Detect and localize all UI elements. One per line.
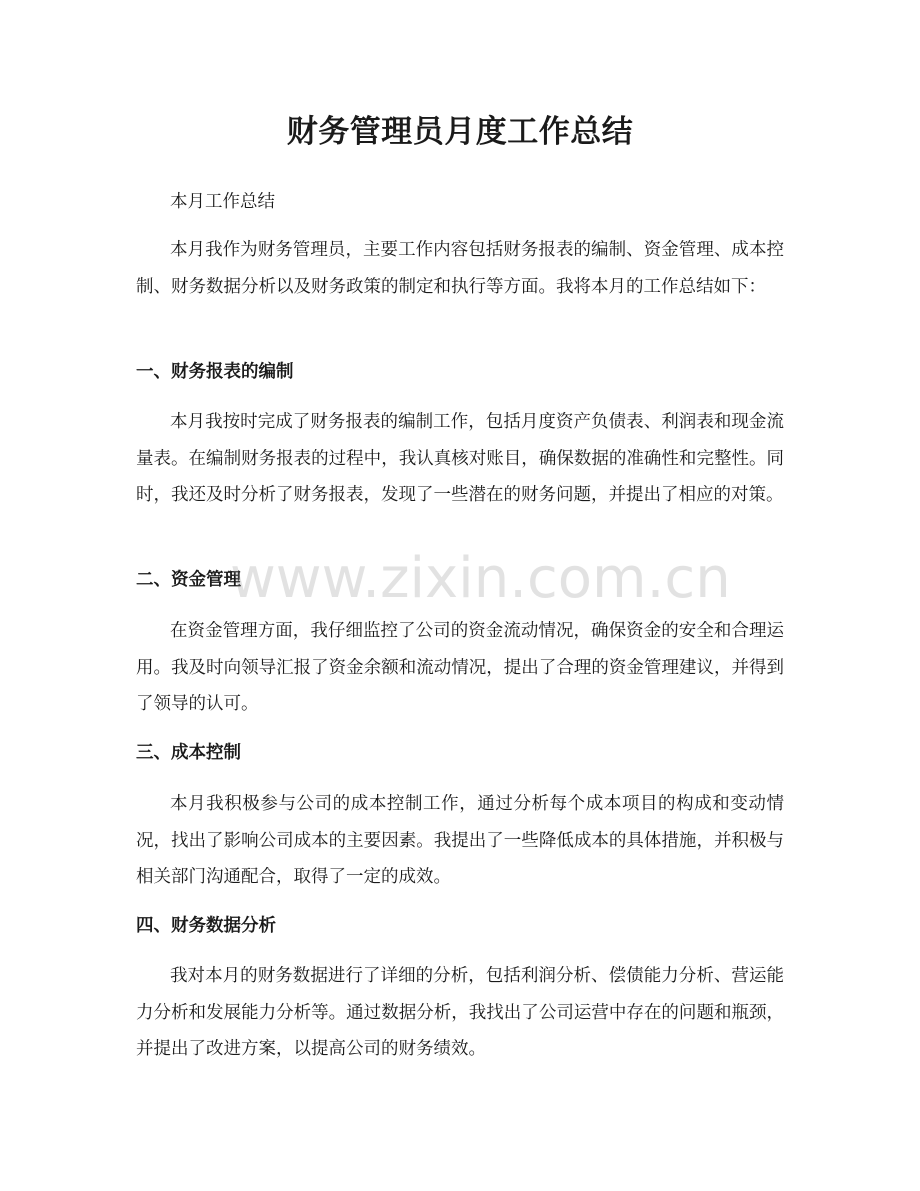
intro-label: 本月工作总结 (170, 192, 275, 212)
section-heading-reports: 一、财务报表的编制 (136, 362, 294, 382)
section-heading-analysis: 四、财务数据分析 (136, 916, 276, 936)
section-text-cost: 本月我积极参与公司的成本控制工作，通过分析每个成本项目的构成和变动情况，找出了影响公司成本的主要因素。我提出了一些降低成本的具体措施，并积极与相关部门沟通配合，取得了一定的成效。 (136, 794, 784, 887)
section-heading-cost: 三、成本控制 (136, 743, 241, 763)
section-text-funds: 在资金管理方面，我仔细监控了公司的资金流动情况，确保资金的安全和合理运用。我及时向领导汇报了资金余额和流动情况，提出了合理的资金管理建议，并得到了领导的认可。 (136, 621, 784, 714)
watermark: www.zixin.com.cn (230, 546, 731, 611)
intro-paragraph: 本月我作为财务管理员，主要工作内容包括财务报表的编制、资金管理、成本控制、财务数据分析以及财务政策的制定和执行等方面。我将本月的工作总结如下： (136, 240, 784, 297)
section-text-reports: 本月我按时完成了财务报表的编制工作，包括月度资产负债表、利润表和现金流量表。在编制财务报表的过程中，我认真核对账目，确保数据的准确性和完整性。同时，我还及时分析了财务报表，发现了一些潜在的财务问题，并提出了相应的对策。 (136, 412, 784, 505)
section-heading-funds: 二、资金管理 (136, 570, 241, 590)
document-title: 财务管理员月度工作总结 (286, 114, 634, 150)
section-text-analysis: 我对本月的财务数据进行了详细的分析，包括利润分析、偿债能力分析、营运能力分析和发展能力分析等。通过数据分析，我找出了公司运营中存在的问题和瓶颈，并提出了改进方案，以提高公司的财务绩效。 (136, 966, 784, 1059)
